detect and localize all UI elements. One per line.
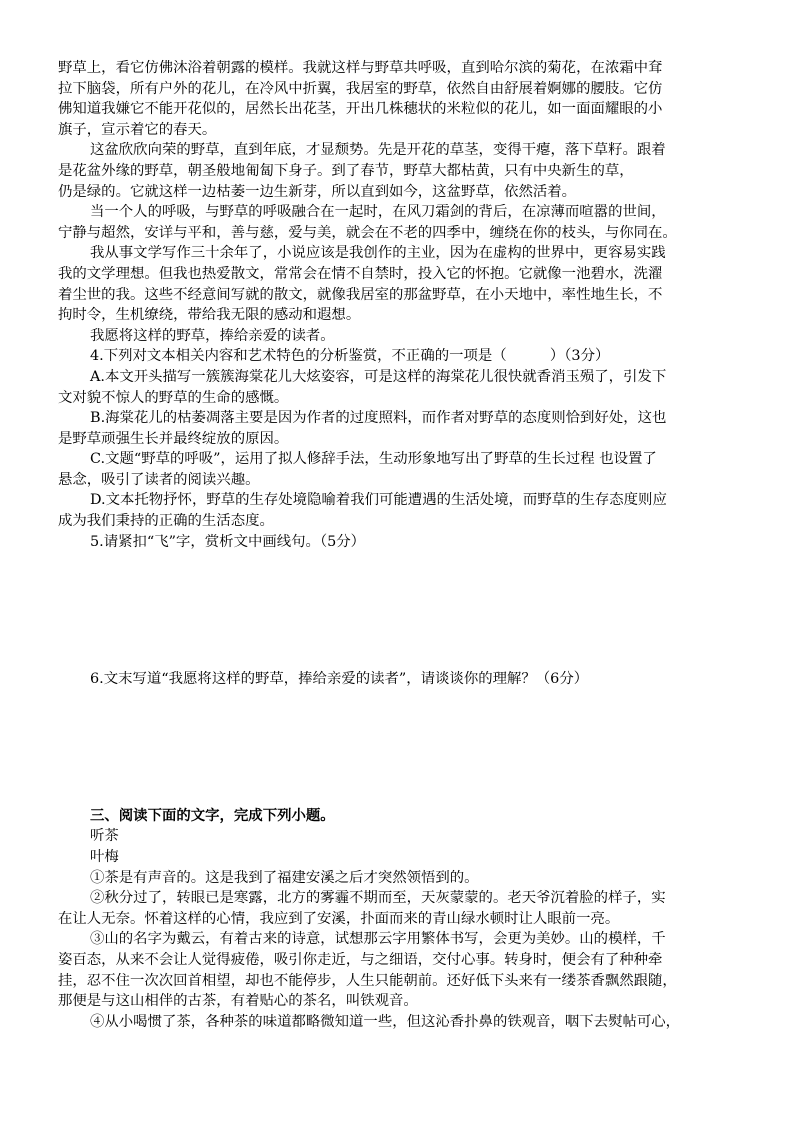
question-stem: 4.下列对文本相关内容和艺术特色的分析鉴赏，不正确的一项是（ ）（3分） [90, 348, 610, 365]
text-line: ①茶是有声音的。这是我到了福建安溪之后才突然领悟到的。 [90, 869, 479, 886]
text-line: 宁静与超然，安详与平和，善与慈，爱与美，就会在不老的四季中，缠绕在你的枝头，与你同在。 [58, 224, 677, 241]
paragraph [58, 326, 738, 347]
question-4 [58, 346, 738, 531]
text-line: 我愿将这样的野草，捧给亲爱的读者。 [90, 327, 335, 344]
text-line: 姿百态，从来不会让人觉得疲倦，吸引你走近，与之细语，交付心事。转身时，便会有了种种牵 [58, 952, 663, 968]
text-line: 是花盆外缘的野草，朝圣般地匍匐下身子。到了春节，野草大都枯黄，只有中央新生的草， [58, 162, 634, 179]
text-line: 挂，忍不住一次次回首相望，却也不能停步，人生只能朝前。还好低下头来有一缕茶香飘然跟随， [58, 972, 677, 989]
article-author: 叶梅 [90, 849, 119, 866]
text-line: 拘时令，生机缭绕，带给我无限的感动和遐想。 [58, 307, 361, 324]
text-line: 那便是与这山相伴的古茶，有着贴心的茶名，叫铁观音。 [58, 993, 418, 1010]
text-line: 我从事文学写作三十余年了，小说应该是我创作的主业，因为在虚构的世界中，更容易实践 [90, 245, 666, 262]
text-line: 仍是绿的。它就这样一边枯萎一边生新芽，所以直到如今，这盆野草，依然活着。 [58, 183, 577, 200]
text-line: 野草上，看它仿佛沐浴着朝露的模样。我就这样与野草共呼吸，直到哈尔滨的菊花，在浓霜中耷 [58, 60, 663, 76]
section-heading: 三、阅读下面的文字，完成下列小题。 [90, 806, 335, 824]
option-a-cont: 文对貌不惊人的野草的生命的感慨。 [58, 389, 289, 406]
text-line: 这盆欣欣向荣的野草，直到年底，才显颓势。先是开花的草茎，变得干瘪，落下草籽。跟着 [90, 142, 666, 159]
text-line: 当一个人的呼吸，与野草的呼吸融合在一起时，在风刀霜剑的背后，在凉薄而喧嚣的世间， [90, 204, 666, 221]
text-line: ④从小喝惯了茶，各种茶的味道都略微知道一些，但这沁香扑鼻的铁观音，咽下去熨帖可心， [90, 1013, 681, 1030]
text-line: ③山的名字为戴云，有着古来的诗意，试想那云字用繁体书写，会更为美妙。山的模样，千 [90, 931, 666, 948]
question-5: 5.请紧扣“飞”字，赏析文中画线句。（5分） [90, 533, 366, 550]
option-d: D.文本托物抒怀，野草的生存处境隐喻着我们可能遭遇的生活处境，而野草的生存态度则应 [90, 492, 667, 509]
text-line: 着尘世的我。这些不经意间写就的散文，就像我居室的那盆野草，在小天地中，率性地生长，不 [58, 286, 663, 303]
text-line: 拉下脑袋，所有户外的花儿，在冷风中折翼，我居室的野草，依然自由舒展着婀娜的腰肢。它仿 [58, 80, 663, 97]
option-b: B.海棠花儿的枯萎凋落主要是因为作者的过度照料，而作者对野草的态度则恰到好处，这也 [90, 410, 667, 427]
text-line: ②秋分过了，转眼已是寒露，北方的雾霾不期而至，天灰蒙蒙的。老天爷沉着脸的样子，实 [90, 890, 666, 907]
option-a: A.本文开头描写一簇簇海棠花儿大炫姿容，可是这样的海棠花儿很快就香消玉殒了，引发下 [90, 368, 667, 385]
option-b-cont: 是野草顽强生长并最终绽放的原因。 [58, 430, 289, 447]
option-c-cont: 悬念，吸引了读者的阅读兴趣。 [58, 471, 260, 488]
text-line: 在让人无奈。怀着这样的心情，我应到了安溪，扑面而来的青山绿水顿时让人眼前一亮。 [58, 910, 620, 927]
question-6: 6.文末写道“我愿将这样的野草，捧给亲爱的读者”，请谈谈你的理解？（6分） [90, 671, 589, 688]
option-d-cont: 成为我们秉持的正确的生活态度。 [58, 513, 274, 530]
article-title: 听茶 [90, 828, 119, 845]
option-c: C.文题“野草的呼吸”，运用了拟人修辞手法，生动形象地写出了野草的生长过程 也设置了 [90, 451, 657, 468]
paragraph [58, 58, 738, 140]
paragraph [58, 243, 738, 325]
paragraph [58, 140, 738, 202]
paragraph [58, 202, 738, 243]
text-line: 佛知道我嫌它不能开花似的，居然长出花茎，开出几株穗状的米粒似的花儿，如一面面耀眼的小 [58, 101, 663, 118]
text-line: 我的文学理想。但我也热爱散文，常常会在情不自禁时，投入它的怀抱。它就像一池碧水，洗濯 [58, 265, 663, 282]
answer-space [58, 690, 738, 806]
answer-space [58, 552, 738, 669]
text-line: 旗子，宣示着它的春天。 [58, 121, 217, 138]
document-page [58, 58, 738, 1032]
